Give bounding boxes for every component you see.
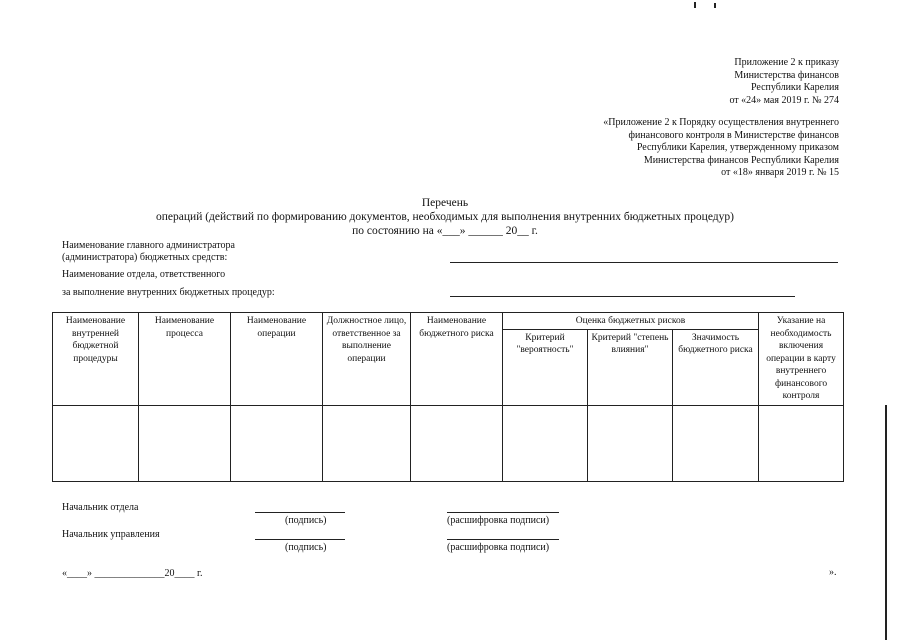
header-line: Республики Карелия bbox=[750, 82, 839, 93]
admin-label bbox=[62, 240, 235, 264]
operations-table bbox=[52, 312, 844, 482]
col-header-risk-assessment: Оценка бюджетных рисков bbox=[503, 313, 759, 330]
table-cell[interactable] bbox=[503, 405, 588, 481]
subheader-impact: Критерий "степень влияния" bbox=[588, 329, 673, 405]
table-cell[interactable] bbox=[588, 405, 673, 481]
admin-label-line-1: Наименование главного администратора bbox=[62, 240, 235, 251]
title-line-1: Перечень bbox=[421, 197, 469, 209]
procedure-appendix-reference bbox=[603, 117, 839, 180]
signature-line-2[interactable] bbox=[255, 539, 345, 540]
table-cell[interactable] bbox=[139, 405, 231, 481]
table-cell[interactable] bbox=[411, 405, 503, 481]
header-line: Министерства финансов Республики Карелия bbox=[643, 154, 839, 166]
table-cell[interactable] bbox=[53, 405, 139, 481]
decode-caption-2: (расшифровка подписи) bbox=[447, 542, 550, 553]
col-header-procedure: Наименование внутренней бюджетной процедуры bbox=[53, 313, 139, 406]
col-header-process: Наименование процесса bbox=[139, 313, 231, 406]
head-of-administration-label: Начальник управления bbox=[62, 529, 160, 540]
col-header-operation: Наименование операции bbox=[231, 313, 323, 406]
admin-fill-line[interactable] bbox=[450, 262, 838, 263]
header-line: Республики Карелия, утвержденному приказом bbox=[636, 142, 839, 153]
page-edge-line bbox=[885, 405, 887, 640]
table-cell[interactable] bbox=[323, 405, 411, 481]
signature-caption-2: (подпись) bbox=[285, 542, 327, 553]
document-title bbox=[30, 196, 860, 238]
col-header-responsible: Должностное лицо, ответственное за выполнение операции bbox=[323, 313, 411, 406]
subheader-probability: Критерий "вероятность" bbox=[503, 329, 588, 405]
decode-caption-1: (расшифровка подписи) bbox=[447, 515, 550, 526]
title-line-2: операций (действий по формированию документов, необходимых для выполнения внутренних бюджетных процедур) bbox=[156, 211, 734, 223]
col-header-control-map: Указание на необходимость включения операции в карту внутреннего финансового контроля bbox=[759, 313, 844, 406]
header-line: от «24» мая 2019 г. № 274 bbox=[729, 94, 839, 106]
header-line: Министерства финансов bbox=[734, 69, 839, 81]
table-cell[interactable] bbox=[231, 405, 323, 481]
header-line: финансового контроля в Министерстве финансов bbox=[628, 129, 839, 141]
table-cell[interactable] bbox=[759, 405, 844, 481]
admin-label-line-2: (администратора) бюджетных средств: bbox=[62, 252, 228, 263]
decode-line-1[interactable] bbox=[447, 512, 559, 513]
scan-mark-left bbox=[694, 2, 696, 8]
order-appendix-reference bbox=[729, 57, 839, 107]
header-line: «Приложение 2 к Порядку осуществления внутреннего bbox=[603, 117, 839, 128]
title-line-3: по состоянию на «___» ______ 20__ г. bbox=[352, 225, 538, 237]
closing-quote-mark: ». bbox=[829, 567, 837, 578]
head-of-department-label: Начальник отдела bbox=[62, 502, 139, 513]
subheader-significance: Значимость бюджетного риска bbox=[673, 329, 759, 405]
table-cell[interactable] bbox=[673, 405, 759, 481]
signature-caption-1: (подпись) bbox=[285, 515, 327, 526]
signature-line-1[interactable] bbox=[255, 512, 345, 513]
decode-line-2[interactable] bbox=[447, 539, 559, 540]
footer-date: «____» ______________20____ г. bbox=[62, 568, 203, 579]
scan-mark-right bbox=[714, 3, 716, 8]
header-line: Приложение 2 к приказу bbox=[734, 57, 839, 68]
col-header-risk: Наименование бюджетного риска bbox=[411, 313, 503, 406]
dept-fill-line[interactable] bbox=[450, 296, 795, 297]
header-line: от «18» января 2019 г. № 15 bbox=[721, 167, 839, 178]
dept-label-1: Наименование отдела, ответственного bbox=[62, 269, 226, 280]
dept-label-2: за выполнение внутренних бюджетных процедур: bbox=[62, 287, 275, 298]
